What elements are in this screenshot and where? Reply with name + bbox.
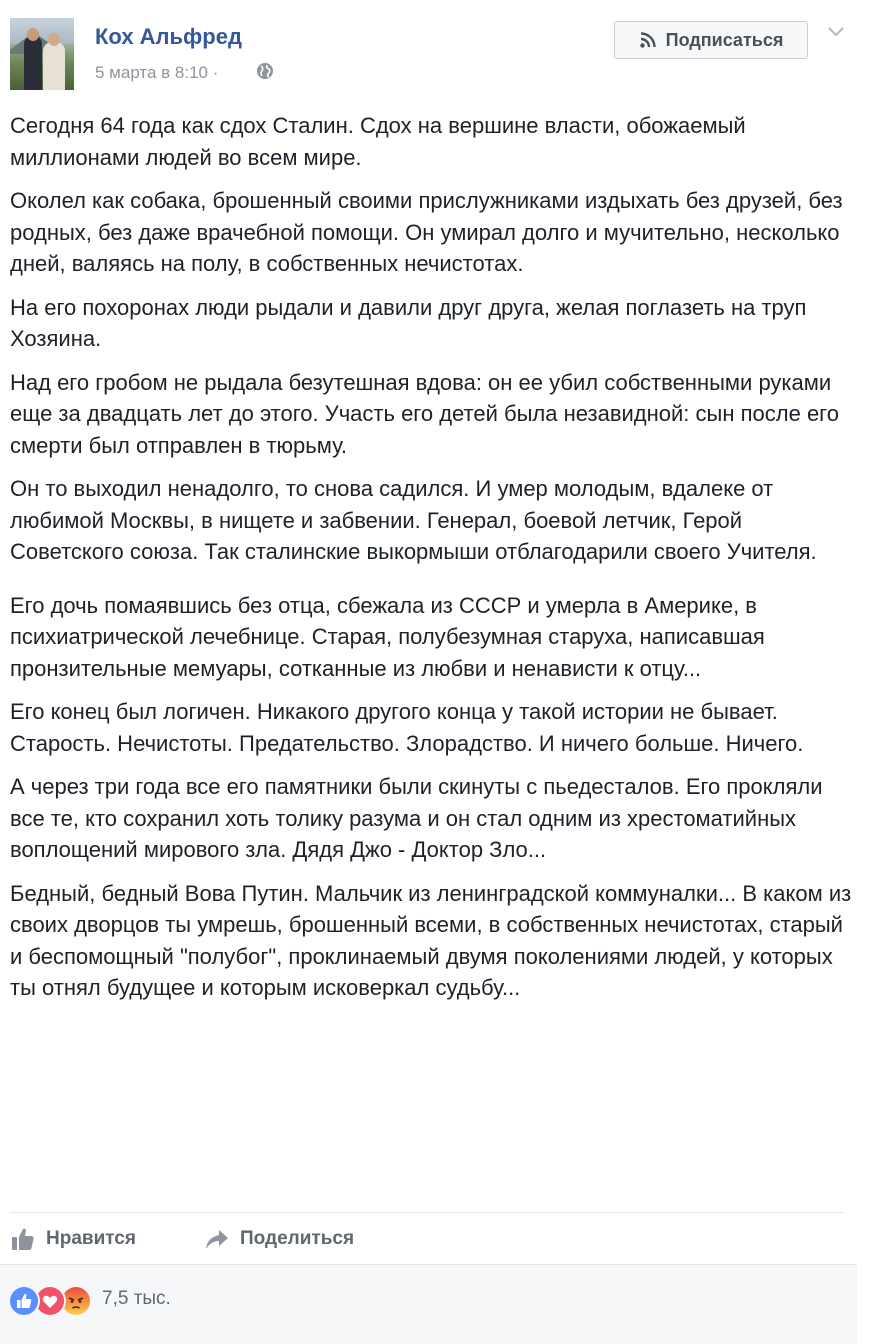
post-paragraph: На его похоронах люди рыдали и давили друг друга, желая поглазеть на труп Хозяина. bbox=[10, 294, 807, 351]
post-header bbox=[10, 18, 874, 90]
share-arrow-icon bbox=[204, 1226, 230, 1252]
post-paragraph: Он то выходил ненадолго, то снова садился. И умер молодым, вдалеке от любимой Москвы, в нищете и забвении. Генерал, боевой летчик, Герой Советского союза. Так сталинские выкормыши отблагодарили своего Учителя. bbox=[10, 476, 817, 564]
share-label: Поделиться bbox=[240, 1228, 355, 1249]
post-paragraph: Бедный, бедный Вова Путин. Мальчик из ленинградской коммуналки... В каком из своих дворцов ты умрешь, брошенный всеми, в собственных нечистотах, старый и беспомощный "полубог", проклинаемый двумя поколениями людей, у которых ты отнял будущее и которым исковеркал судьбу... bbox=[10, 880, 852, 1000]
post-paragraph: А через три года все его памятники были скинуты с пьедесталов. Его прокляли все те, кто сохранил хоть толику разума и он стал одним из хрестоматийных воплощений мирового зла. Дядя Джо - Доктор Зло... bbox=[10, 774, 823, 862]
author-name[interactable]: Кох Альфред bbox=[95, 24, 242, 49]
post-actions bbox=[10, 1222, 844, 1256]
chevron-down-icon[interactable] bbox=[826, 24, 846, 40]
post-paragraph: Околел как собака, брошенный своими прислужниками издыхать без друзей, без родных, без даже врачебной помощи. Он умирал долго и мучительно, несколько дней, валяясь на полу, в собственных нечистотах. bbox=[10, 188, 843, 276]
reaction-icons[interactable] bbox=[8, 1285, 98, 1315]
post-paragraph: Его конец был логичен. Никакого другого конца у такой истории не бывает. Старость. Нечистоты. Предательство. Злорадство. И ничего больше. Ничего. bbox=[10, 699, 804, 756]
post-timestamp[interactable]: 5 марта в 8:10 · bbox=[95, 63, 219, 82]
subscribe-button[interactable] bbox=[614, 21, 808, 59]
reaction-count[interactable]: 7,5 тыс. bbox=[102, 1288, 171, 1309]
share-button[interactable] bbox=[204, 1222, 354, 1256]
post-paragraph: Сегодня 64 года как сдох Сталин. Сдох на вершине власти, обожаемый миллионами людей во всем мире. bbox=[10, 113, 746, 170]
avatar[interactable] bbox=[10, 18, 74, 90]
like-icon bbox=[8, 1285, 40, 1317]
globe-icon bbox=[256, 62, 274, 80]
like-label: Нравится bbox=[46, 1228, 136, 1249]
like-button[interactable] bbox=[10, 1222, 136, 1256]
rss-icon bbox=[639, 31, 657, 49]
divider bbox=[10, 1212, 844, 1213]
thumbs-up-icon bbox=[10, 1226, 36, 1252]
subscribe-label: Подписаться bbox=[665, 29, 784, 50]
post-paragraph: Его дочь помаявшись без отца, сбежала из СССР и умерла в Америке, в психиатрической лечебнице. Старая, полубезумная старуха, написавшая пронзительные мемуары, сотканные из любви и ненависти к отцу... bbox=[10, 592, 765, 681]
post-body bbox=[10, 110, 860, 1016]
post-paragraph: Над его гробом не рыдала безутешная вдова: он ее убил собственными руками еще за двадцать лет до этого. Участь его детей была незавидной: сын после его смерти был отправлен в тюрьму. bbox=[10, 369, 839, 458]
reactions-bar bbox=[0, 1264, 857, 1344]
